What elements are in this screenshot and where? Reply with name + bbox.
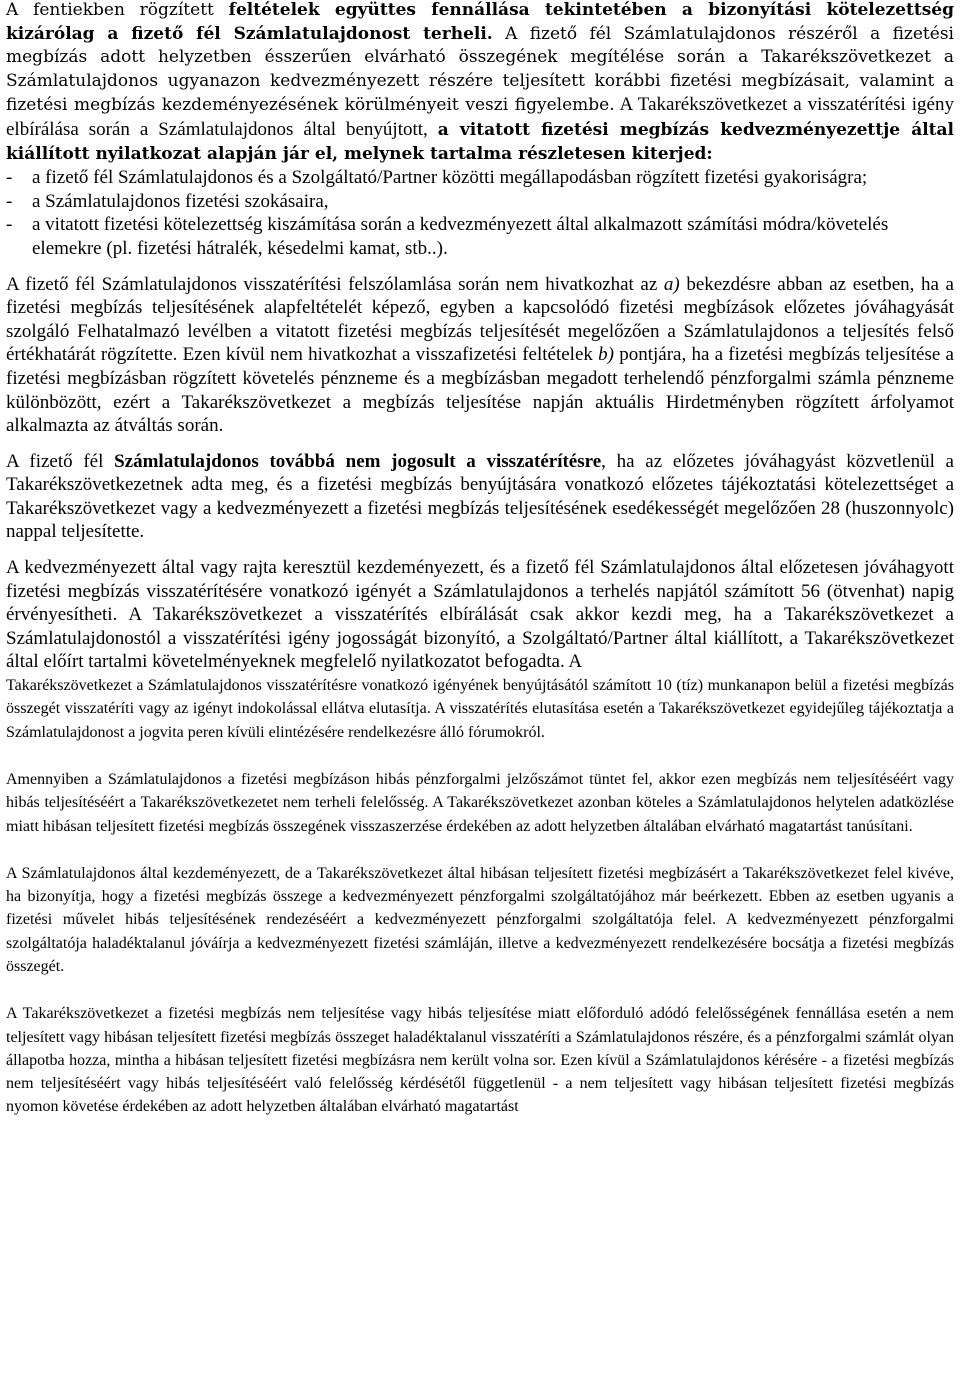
- text-segment: A fizető fél Számlatulajdonos részéről a fizetési megbízás adott helyzetben ésszerűen elvárható összegének megítélése során a Takarékszövetkezet a Számlatulajdonos ugyanazon kedvezményezett részére teljesített korábbi fizetési megbízásait, valamint a fizetési megbízás kezdeményezésének körülményeit veszi figyelembe.: [6, 23, 954, 116]
- text-segment: pontjára, ha a fizetési megbízás teljesítése a fizetési megbízásban rögzített követelés pénzneme és a megbízásban megadott terhelendő pénzforgalmi számla pénzneme különbözött, ezért a Takarékszövetkezet a megbízás teljesítése napján aktuális Hirdetményben rögzített árfolyamot alkalmazta az átváltás során.: [6, 344, 954, 437]
- text-segment: A fizető fél Számlatulajdonos visszatérítési felszólamlása során nem hivatkozhat az: [6, 273, 664, 295]
- list-item: [6, 166, 954, 190]
- paragraph-faulty-execution: A Számlatulajdonos által kezdeményezett, de a Takarékszövetkezet által hibásan teljesített fizetési megbízásért a Takarékszövetkezet felel kivéve, ha bizonyítja, hogy a fizetési megbízás összege a kedvezményezett pénzforgalmi szolgáltatójához már beérkezett. Ebben az esetben ugyanis a fizetési művelet hibás teljesítésének rendezéséért a kedvezményezett pénzforgalmi szolgáltatója felel. A kedvezményezett pénzforgalmi szolgáltatója haladéktalanul jóváírja a kedvezményezett fizetési számláján, illetve a kedvezményezett rendelkezésére bocsátja a fizetési megbízás összegét.: [6, 864, 954, 975]
- italic-text-segment: a): [663, 273, 680, 295]
- list-item-text: a vitatott fizetési kötelezettség kiszámítása során a kedvezményezett által alkalmazott számítási módra/követelés elemekre (pl. fizetési hátralék, késedelmi kamat, stb..).: [32, 214, 889, 259]
- bold-text-segment: Számlatulajdonos továbbá nem jogosult a visszatérítésre: [114, 450, 602, 472]
- bold-text-segment: a vitatott fizetési megbízás kedvezményezettje által kiállított nyilatkozat alapján jár el, melynek tartalma részletesen kiterjed:: [6, 119, 955, 164]
- paragraph-no-refund-right: [6, 450, 954, 544]
- list-item: [6, 190, 954, 214]
- paragraph-refund-claim-deadline: [6, 556, 954, 674]
- list-item-text: a Számlatulajdonos fizetési szokásaira,: [32, 190, 329, 212]
- paragraph-burden-of-proof: [6, 0, 954, 166]
- text-segment: , ha az előzetes jóváhagyást közvetlenül a Takarékszövetkezetnek adta meg, és a fizetési megbízás benyújtására vonatkozó előzetes tájékoztatási kötelezettséget a Takarékszövetkezet vagy a kedvezményezett a fizetési megbízás teljesítésének esedékességét megelőzően 28 (huszonnyolc) nappal teljesítette.: [6, 450, 954, 543]
- criteria-list: [6, 166, 954, 260]
- text-segment: bekezdésre abban az esetben, ha a fizetési megbízás teljesítésének alapfeltételét képező, egyben a kapcsolódó fizetési megbízások előzetes jóváhagyását szolgáló Felhatalmazó levélben a vitatott fizetési megbízás teljesítését megelőzően a Számlatulajdonos a teljesítés felső értékhatárát rögzítette. Ezen kívül nem hivatkozhat a visszafizetési feltételek: [6, 273, 954, 366]
- list-item: [6, 213, 954, 260]
- text-segment: A kedvezményezett által vagy rajta keresztül kezdeményezett, és a fizető fél Számlatulajdonos által előzetesen jóváhagyott fizetési megbízás visszatérítésére vonatkozó igényét a Számlatulajdonos a terhelés napjától számított 56 (ötvenhat) napig érvényesítheti. A Takarékszövetkezet a visszatérítés elbírálását csak akkor kezdi meg, ha a Takarékszövetkezet a Számlatulajdonostól a visszatérítési igény jogosságát bizonyító, a Szolgáltató/Partner által kiállított, a Takarékszövetkezet által előírt tartalmi követelményeknek megfelelő nyilatkozatot befogadta. A: [6, 557, 954, 673]
- text-segment: A Takarékszövetkezet a visszatérítési igény elbírálása során a Számlatulajdonos által benyújtott,: [6, 94, 954, 140]
- list-dash: -: [6, 214, 13, 236]
- paragraph-refund-decision: [6, 674, 954, 744]
- text-segment: A fizető fél: [6, 450, 115, 472]
- list-item-text: a fizető fél Számlatulajdonos és a Szolgáltató/Partner közötti megállapodásban rögzített fizetési gyakoriságra;: [32, 167, 868, 189]
- paragraph-wrong-account-number: Amennyiben a Számlatulajdonos a fizetési megbízáson hibás pénzforgalmi jelzőszámot tüntet fel, akkor ezen megbízás nem teljesítéséért vagy hibás teljesítéséért a Takarékszövetkezetet nem terheli felelősség. A Takarékszövetkezet azonban köteles a Számlatulajdonos helytelen adatközlése miatt hibásan teljesített fizetési megbízás összegének visszaszerzése érdekében az adott helyzetben általában elvárható magatartást tanúsítani.: [6, 770, 954, 835]
- list-dash: -: [6, 167, 13, 189]
- bold-text-segment: feltételek együttes fennállása tekintetében a bizonyítási kötelezettség kizárólag a fizető fél Számlatulajdonost terheli.: [6, 0, 954, 44]
- text-segment: A fentiekben rögzített: [6, 0, 229, 20]
- document-page: [6, 0, 954, 1119]
- paragraph-liability: A Takarékszövetkezet a fizetési megbízás nem teljesítése vagy hibás teljesítése miatt előforduló adódó felelősségének fennállása esetén a nem teljesített vagy hibásan teljesített fizetési megbízás összeget haladéktalanul visszatéríti a Számlatulajdonos részére, és a pénzforgalmi számlát olyan állapotba hozza, mintha a hibásan teljesített fizetési megbízásra nem került volna sor. Ezen kívül a Számlatulajdonos kérésére - a fizetési megbízás nem teljesítéséért vagy hibás teljesítéséért való felelősség kérdésétől függetlenül - a nem teljesített vagy hibásan teljesített fizetési megbízás nyomon követése érdekében az adott helyzetben általában elvárható magatartást: [6, 1005, 954, 1116]
- italic-text-segment: b): [598, 344, 614, 366]
- list-dash: -: [6, 190, 13, 212]
- text-segment: Takarékszövetkezet a Számlatulajdonos visszatérítésre vonatkozó igényének benyújtásától számított 10 (tíz) munkanapon belül a fizetési megbízás összegét visszatéríti vagy az igényt indokolással ellátva elutasítja. A visszatérítés elutasítása esetén a Takarékszövetkezet egyidejűleg tájékoztatja a Számlatulajdonost a jogvita peren kívüli elintézésére rendelkezésre álló fórumokról.: [6, 677, 954, 741]
- paragraph-objection-limits: [6, 273, 954, 438]
